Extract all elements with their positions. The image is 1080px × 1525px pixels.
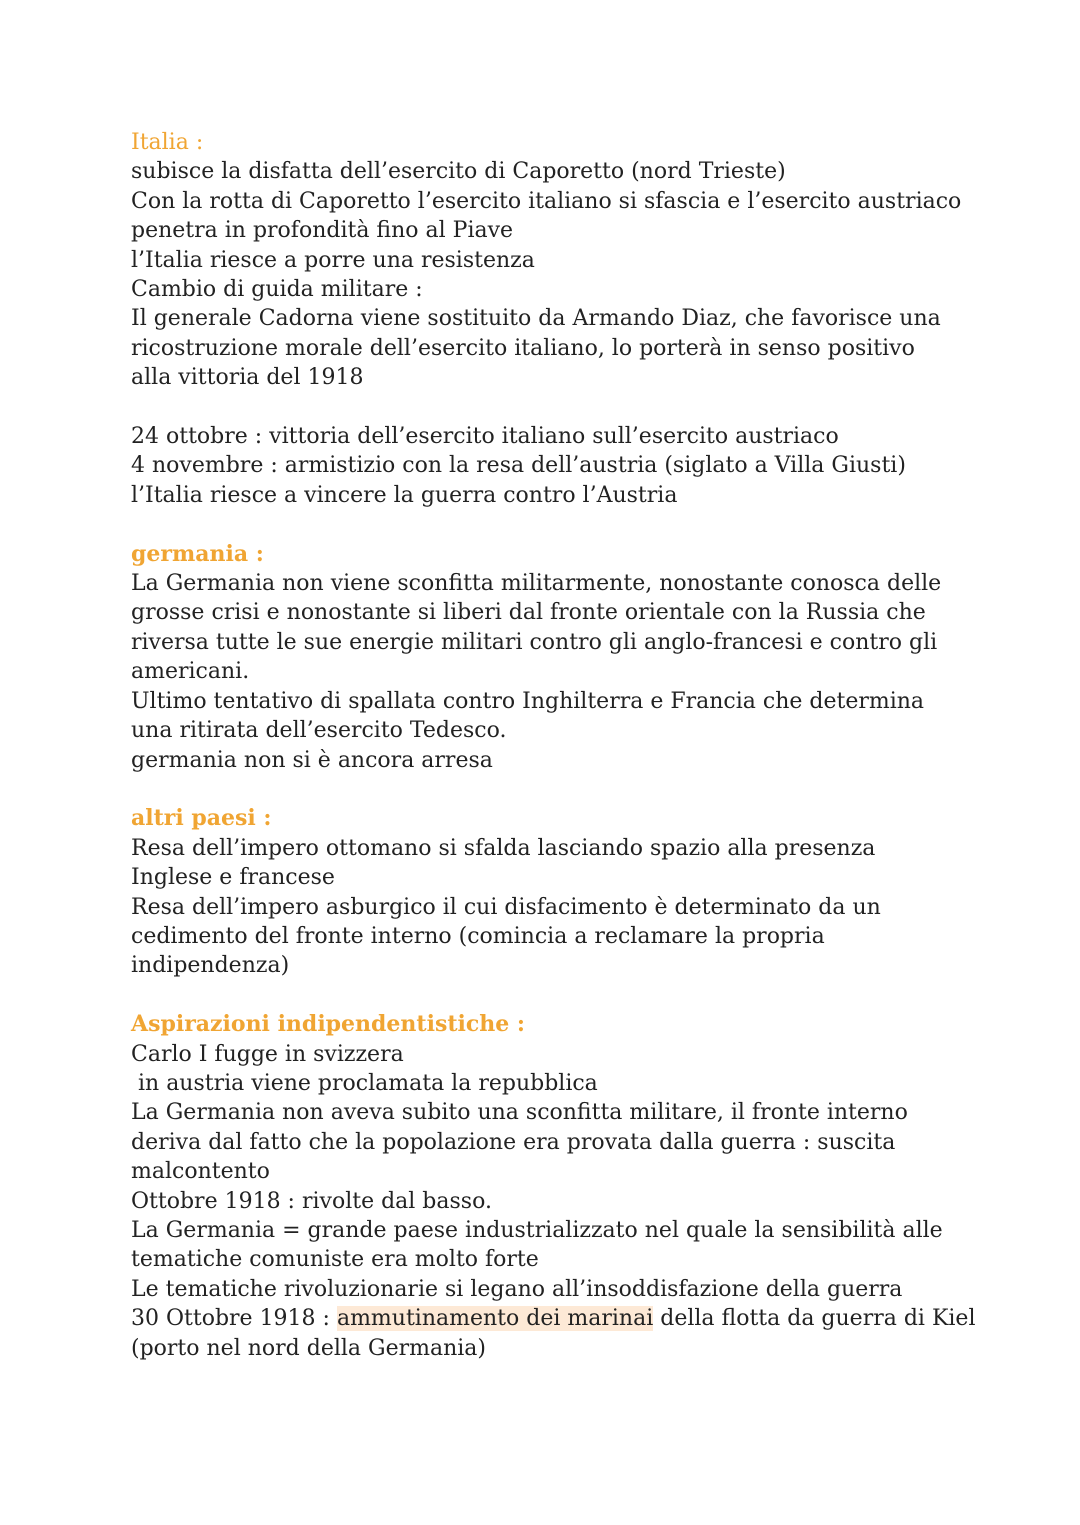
text-line: riversa tutte le sue energie militari contro gli anglo-francesi e contro gli <box>131 629 938 655</box>
paragraph-gap <box>131 393 991 422</box>
text-fragment: 30 Ottobre 1918 : <box>131 1306 337 1332</box>
text-line: (porto nel nord della Germania) <box>131 1335 487 1361</box>
text-line: La Germania non aveva subito una sconfitta militare, il fronte interno <box>131 1100 908 1126</box>
text-line: una ritirata dell’esercito Tedesco. <box>131 718 507 744</box>
text-line: Carlo I fugge in svizzera <box>131 1041 404 1067</box>
text-line: Con la rotta di Caporetto l’esercito italiano si sfascia e l’esercito austriaco <box>131 188 962 214</box>
section-heading: altri paesi : <box>131 805 272 832</box>
text-line: Resa dell’impero asburgico il cui disfacimento è determinato da un <box>131 894 881 920</box>
section-heading: Italia : <box>131 130 204 155</box>
text-line: subisce la disfatta dell’esercito di Caporetto (nord Trieste) <box>131 159 786 185</box>
text-line: ricostruzione morale dell’esercito italiano, lo porterà in senso positivo <box>131 335 915 361</box>
paragraph-gap <box>131 981 991 1010</box>
text-line: Cambio di guida militare : <box>131 277 423 303</box>
text-line: germania non si è ancora arresa <box>131 747 493 773</box>
text-line: Il generale Cadorna viene sostituito da Armando Diaz, che favorisce una <box>131 306 941 332</box>
section-germania <box>131 540 991 775</box>
text-line: cedimento del fronte interno (comincia a reclamare la propria <box>131 923 825 949</box>
section-altri-paesi <box>131 804 991 980</box>
text-line: 4 novembre : armistizio con la resa dell’austria (siglato a Villa Giusti) <box>131 453 906 479</box>
text-line: Resa dell’impero ottomano si sfalda lasciando spazio alla presenza <box>131 835 876 861</box>
paragraph-gap <box>131 510 991 539</box>
text-line: deriva dal fatto che la popolazione era provata dalla guerra : suscita <box>131 1129 896 1155</box>
text-line: Ottobre 1918 : rivolte dal basso. <box>131 1188 492 1214</box>
text-line: in austria viene proclamata la repubblica <box>131 1070 598 1096</box>
text-fragment: della flotta da guerra di Kiel <box>653 1306 976 1332</box>
text-line: l’Italia riesce a porre una resistenza <box>131 247 535 273</box>
text-line: Le tematiche rivoluzionarie si legano all’insoddisfazione della guerra <box>131 1276 903 1302</box>
text-line: tematiche comuniste era molto forte <box>131 1247 539 1273</box>
text-line: americani. <box>131 659 250 685</box>
text-line: La Germania = grande paese industrializzato nel quale la sensibilità alle <box>131 1217 943 1243</box>
text-line: indipendenza) <box>131 953 290 979</box>
text-line: alla vittoria del 1918 <box>131 365 364 391</box>
text-line: penetra in profondità fino al Piave <box>131 218 514 244</box>
highlighted-text-line <box>131 1304 991 1333</box>
text-line: grosse crisi e nonostante si liberi dal fronte orientale con la Russia che <box>131 600 926 626</box>
text-line: Inglese e francese <box>131 865 335 891</box>
document-page <box>131 128 991 1363</box>
section-heading: Aspirazioni indipendentistiche : <box>131 1011 526 1038</box>
text-line: malcontento <box>131 1159 270 1185</box>
section-heading: germania : <box>131 540 264 567</box>
text-line: Ultimo tentativo di spallata contro Inghilterra e Francia che determina <box>131 688 925 714</box>
paragraph-gap <box>131 775 991 804</box>
section-aspirazioni <box>131 1010 991 1363</box>
highlighted-phrase: ammutinamento dei marinai <box>336 1306 654 1332</box>
section-dates <box>131 422 991 510</box>
text-line: l’Italia riesce a vincere la guerra contro l’Austria <box>131 482 678 508</box>
section-italia <box>131 128 991 393</box>
text-line: 24 ottobre : vittoria dell’esercito italiano sull’esercito austriaco <box>131 424 839 450</box>
text-line: La Germania non viene sconfitta militarmente, nonostante conosca delle <box>131 571 942 597</box>
